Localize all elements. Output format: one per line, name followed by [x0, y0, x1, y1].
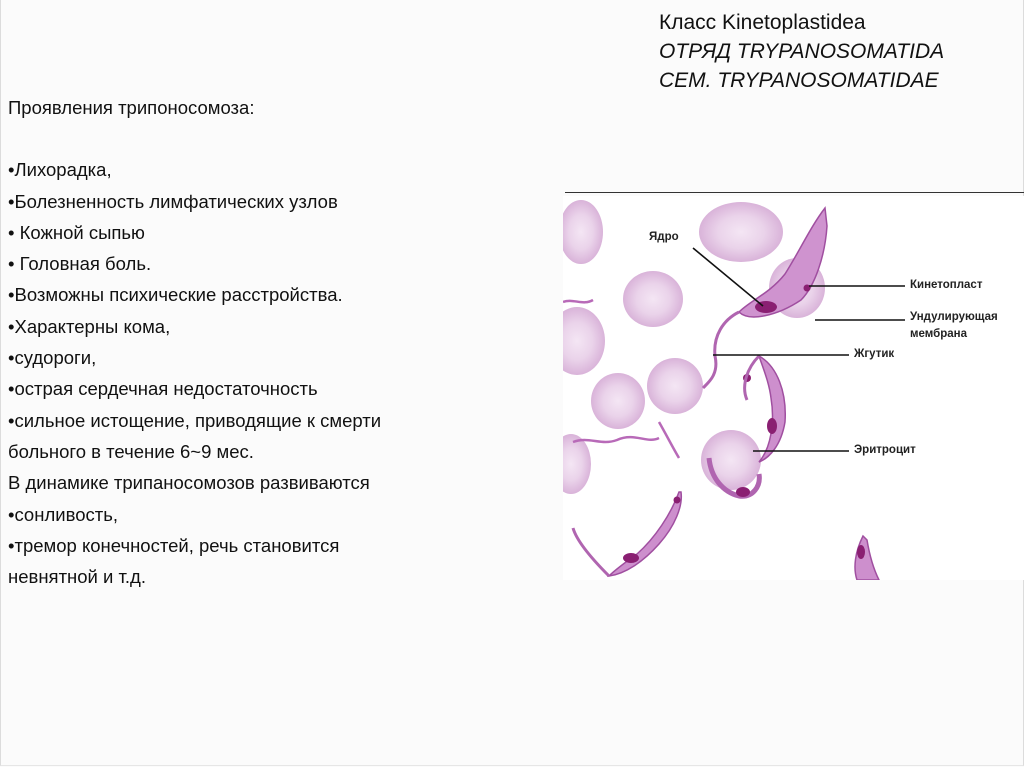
symptom-item: •Болезненность лимфатических узлов: [8, 190, 338, 212]
order-line: ОТРЯД TRYPANOSOMATIDA: [659, 40, 945, 63]
symptom-item: •Возможны психические расстройства.: [8, 284, 343, 306]
symptom-item: • Головная боль.: [8, 253, 152, 275]
micrograph-image: [563, 196, 1024, 580]
symptom-item: •сонливость,: [8, 503, 118, 525]
symptom-item: •тремор конечностей, речь становится: [8, 534, 340, 556]
symptom-item: •острая сердечная недостаточность: [8, 378, 318, 400]
symptoms-text: [8, 92, 528, 592]
label-nucleus: Ядро: [649, 231, 679, 243]
class-line: Класс Kinetoplastidea: [659, 11, 866, 34]
symptom-item: •Лихорадка,: [8, 159, 112, 181]
taxonomy-header: [659, 8, 944, 95]
symptoms-intro: Проявления трипоносомоза:: [8, 97, 255, 118]
symptom-item: •сильное истощение, приводящие к смерти: [8, 409, 382, 431]
label-flagellum: Жгутик: [854, 348, 895, 360]
family-line: СЕМ. TRYPANOSOMATIDAE: [659, 69, 939, 92]
symptom-item: больного в течение 6~9 мес.: [8, 440, 254, 462]
label-undulating-membrane-2: мембрана: [910, 328, 967, 340]
symptom-item: В динамике трипаносомозов развиваются: [8, 472, 370, 494]
label-kinetoplast: Кинетопласт: [910, 279, 983, 291]
label-undulating-membrane-1: Ундулирующая: [910, 311, 998, 323]
figure-divider: [565, 192, 1024, 193]
symptom-item: • Кожной сыпью: [8, 221, 145, 243]
symptom-item: •Характерны кома,: [8, 315, 171, 337]
symptom-item: невнятной и т.д.: [8, 566, 146, 588]
symptom-item: •судороги,: [8, 347, 97, 369]
trypanosome-micrograph: [563, 196, 1024, 580]
label-erythrocyte: Эритроцит: [854, 444, 916, 456]
